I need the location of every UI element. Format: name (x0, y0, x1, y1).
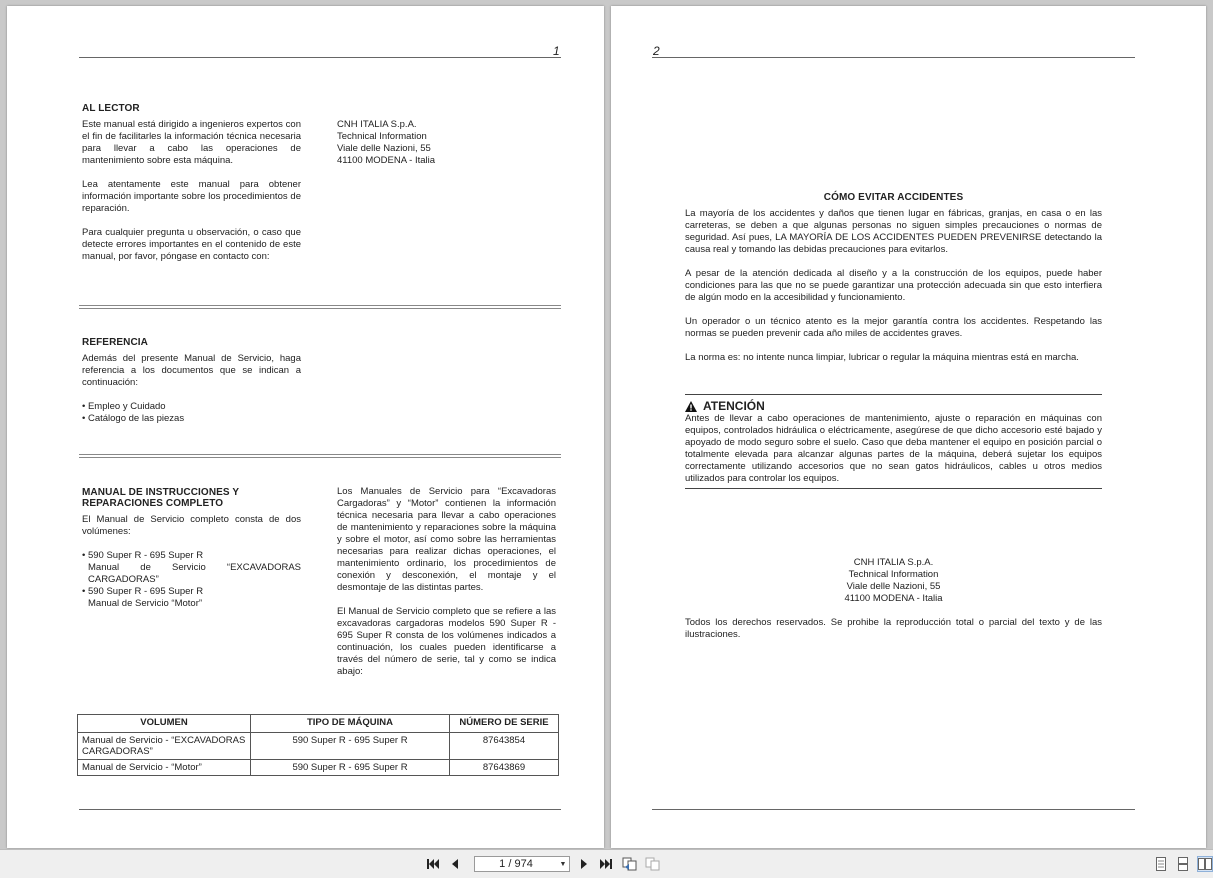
address-line: Viale delle Nazioni, 55 (846, 581, 941, 592)
address-line: CNH ITALIA S.p.A. (853, 557, 934, 568)
list-item-detail: Manual de Servicio “EXCAVADORAS CARGADORAS” (88, 562, 301, 585)
prev-page-icon (450, 858, 460, 870)
page-2 (611, 6, 1206, 848)
go-forward-view-button[interactable] (645, 856, 661, 872)
facing-pages-view-button[interactable] (1197, 856, 1213, 872)
list-item: • 590 Super R - 695 Super R (82, 586, 204, 597)
page-indicator: 1 / 974 (499, 858, 533, 870)
table-cell: 87643854 (450, 733, 559, 760)
table-cell: 590 Super R - 695 Super R (251, 760, 450, 776)
contact-address (337, 119, 537, 167)
section-title-referencia: REFERENCIA (82, 337, 149, 348)
list-item: • Catálogo de las piezas (82, 413, 185, 424)
footer-rule (79, 809, 561, 810)
section-divider (79, 305, 561, 309)
first-page-button[interactable] (425, 856, 441, 872)
table-cell: 87643869 (450, 760, 559, 776)
paragraph: A pesar de la atención dedicada al diseño y a la construcción de los equipos, puede haber condiciones para las que no se puede garantizar una protección adecuada sin que esto interfiera de algún modo en la accesibilidad y funcionamiento. (685, 268, 1102, 303)
section-divider (79, 454, 561, 458)
table-cell: 590 Super R - 695 Super R (251, 733, 450, 760)
column-header: NÚMERO DE SERIE (450, 715, 559, 733)
section-title-al-lector: AL LECTOR (82, 103, 140, 114)
address-line: CNH ITALIA S.p.A. (337, 119, 417, 130)
paragraph: Un operador o un técnico atento es la mejor garantía contra los accidentes. Respetando las normas se pueden prevenir cada año miles de accidentes graves. (685, 316, 1102, 339)
paragraph: La norma es: no intente nunca limpiar, lubricar o regular la máquina mientras está en marcha. (685, 352, 1079, 363)
publisher-address (685, 557, 1102, 605)
accidentes-body (685, 208, 1102, 364)
table-cell: Manual de Servicio - “EXCAVADORAS CARGADORAS” (78, 733, 251, 760)
single-page-icon (1155, 857, 1167, 871)
page-number-input[interactable] (474, 856, 570, 872)
table-row (78, 733, 559, 760)
header-rule (652, 57, 1135, 58)
warning-title (685, 399, 765, 413)
single-page-view-button[interactable] (1153, 856, 1169, 872)
page-1 (7, 6, 604, 848)
rights-notice: Todos los derechos reservados. Se prohibe la reproducción total o parcial del texto y de las ilustraciones. (685, 617, 1102, 640)
prev-page-button[interactable] (447, 856, 463, 872)
warning-body: Antes de llevar a cabo operaciones de mantenimiento, ajuste o reparación en máquinas con equipos, controlados hidráulica o eléctricamente, asegúrese de que dicho accesorio esté bajado y apoyado de modo seguro sobre el suelo. Caso que deba mantener el equipo en posición parcial o totalmente elevada para alcanzar algunas partes de la máquina, deberá sujetar los equipos correctamente utilizando accesorios que no sean gatos hidráulicos, cables u otros medios utilizados para controlar los equipos. (685, 413, 1102, 484)
paragraph: El Manual de Servicio completo que se refiere a las excavadoras cargadoras modelos 590 Super R - 695 Super R consta de los volúmenes indicados a continuación, los cuales pueden identificarse a través del número de serie, tal y como se indica abajo: (337, 606, 556, 677)
go-back-view-button[interactable] (622, 856, 638, 872)
paragraph: Lea atentamente este manual para obtener información importante sobre los procedimientos de reparación. (82, 179, 301, 214)
referencia-body (82, 353, 301, 425)
paragraph: Este manual está dirigido a ingenieros expertos con el fin de facilitarles la información técnica necesaria para llevar a cabo las operaciones de mantenimiento sobre esta máquina. (82, 119, 301, 166)
list-item: • Empleo y Cuidado (82, 401, 166, 412)
continuous-page-icon (1177, 857, 1189, 871)
warning-triangle-icon (685, 401, 697, 412)
column-header: TIPO DE MÁQUINA (251, 715, 450, 733)
address-line: Technical Information (848, 569, 939, 580)
list-item-detail: Manual de Servicio “Motor” (88, 598, 203, 609)
paragraph: Los Manuales de Servicio para “Excavadoras Cargadoras” y “Motor” contienen la información técnica necesaria para llevar a cabo operaciones de mantenimiento y reparaciones sobre la máquina y sobre el motor, así como sobre las herramientas necesarias para realizar dichas operaciones, el mantenimiento ordinario, los procedimientos de conexión y desconexión, el montaje y el desmontaje de las distintas partes. (337, 486, 556, 593)
continuous-page-view-button[interactable] (1175, 856, 1191, 872)
address-line: 41100 MODENA - Italia (337, 155, 436, 166)
page-number: 1 (553, 44, 560, 58)
title-line: REPARACIONES COMPLETO (82, 498, 224, 509)
volumes-table (77, 714, 559, 776)
warning-title-text: ATENCIÓN (703, 399, 765, 413)
header-rule (79, 57, 561, 58)
go-forward-view-icon (645, 857, 661, 871)
column-header: VOLUMEN (78, 715, 251, 733)
list-item: • 590 Super R - 695 Super R (82, 550, 204, 561)
page-number: 2 (653, 44, 660, 58)
manual-left-body (82, 514, 301, 610)
table-cell: Manual de Servicio - “Motor” (78, 760, 251, 776)
paragraph: Además del presente Manual de Servicio, haga referencia a los documentos que se indican a continuación: (82, 353, 301, 388)
next-page-button[interactable] (576, 856, 592, 872)
paragraph: Para cualquier pregunta u observación, o caso que detecte errores importantes en el contenido de este manual, por favor, póngase en contacto con: (82, 227, 301, 262)
last-page-icon (599, 858, 613, 870)
manual-right-body (337, 486, 556, 678)
next-page-icon (579, 858, 589, 870)
address-line: 41100 MODENA - Italia (844, 593, 943, 604)
last-page-button[interactable] (598, 856, 614, 872)
warning-top-rule (685, 394, 1102, 395)
address-line: Technical Information (337, 131, 427, 142)
footer-rule (652, 809, 1135, 810)
table-row (78, 760, 559, 776)
chevron-down-icon[interactable]: ▼ (559, 860, 567, 868)
paragraph: La mayoría de los accidentes y daños que tienen lugar en fábricas, granjas, en casa o en las carreteras, se deben a que algunas personas no siguen simples precauciones o normas de seguridad. Así pues, LA MAYORÍA DE LOS ACCIDENTES PUEDEN PREVENIRSE detectando la causa real y tomando las debidas precauciones para evitarlos. (685, 208, 1102, 255)
viewer-toolbar (0, 849, 1213, 878)
al-lector-body (82, 119, 301, 263)
paragraph: El Manual de Servicio completo consta de dos volúmenes: (82, 514, 301, 537)
address-line: Viale delle Nazioni, 55 (337, 143, 431, 154)
go-back-view-icon (622, 857, 638, 871)
facing-pages-icon (1198, 858, 1212, 870)
title-line: MANUAL DE INSTRUCCIONES Y (82, 487, 240, 498)
section-title-manual (82, 487, 239, 509)
warning-bottom-rule (685, 488, 1102, 489)
section-title-accidentes: CÓMO EVITAR ACCIDENTES (823, 192, 964, 203)
first-page-icon (426, 858, 440, 870)
